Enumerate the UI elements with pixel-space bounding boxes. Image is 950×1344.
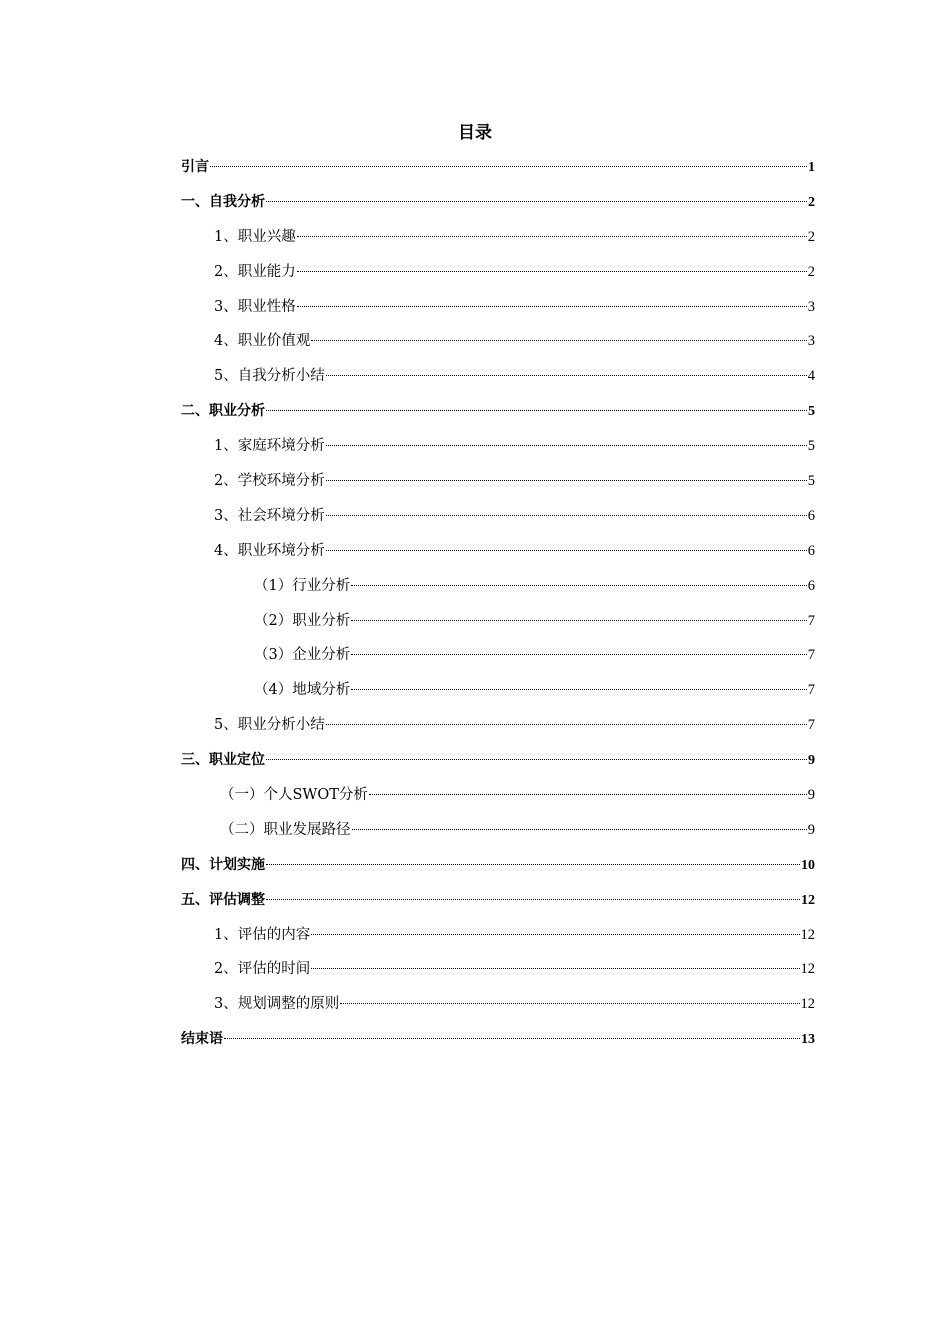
toc-entry-label: （1）行业分析 [254, 577, 351, 594]
toc-entry-page-number: 1 [808, 160, 815, 175]
toc-entry-page-number: 12 [800, 996, 815, 1013]
toc-title: 目录 [458, 123, 492, 143]
toc-dot-leader [210, 166, 807, 167]
toc-entry-page-number: 5 [807, 438, 815, 455]
toc-entry[interactable] [181, 255, 815, 290]
toc-entry-label: 三、职业定位 [181, 752, 265, 769]
toc-entry-label: 2、职业能力 [214, 263, 296, 280]
toc-dot-leader [266, 759, 807, 760]
toc-dot-leader [311, 968, 799, 969]
toc-entry-label: 5、职业分析小结 [214, 717, 325, 734]
toc-list [181, 150, 815, 1057]
toc-entry-label: 五、评估调整 [181, 891, 265, 908]
toc-dot-leader [311, 340, 807, 341]
toc-entry-label: 结束语 [181, 1031, 223, 1048]
toc-dot-leader [326, 480, 807, 481]
toc-dot-leader [326, 515, 807, 516]
toc-dot-leader [352, 829, 807, 830]
toc-dot-leader [297, 271, 807, 272]
toc-entry-page-number: 2 [808, 194, 815, 210]
toc-entry[interactable] [181, 429, 815, 464]
toc-entry[interactable] [181, 220, 815, 255]
toc-dot-leader [266, 201, 807, 202]
toc-entry-label: 5、自我分析小结 [214, 368, 325, 385]
toc-entry[interactable] [181, 1022, 815, 1057]
toc-entry-page-number: 3 [807, 298, 815, 315]
toc-entry-label: 二、职业分析 [181, 403, 265, 420]
toc-entry-page-number: 10 [801, 857, 815, 873]
toc-entry-label: 引言 [181, 159, 209, 175]
toc-dot-leader [224, 1038, 800, 1039]
toc-entry-label: 2、学校环境分析 [214, 473, 325, 490]
toc-dot-leader [266, 410, 807, 411]
toc-entry[interactable] [181, 778, 815, 813]
toc-entry-label: （2）职业分析 [254, 612, 351, 629]
toc-entry-label: 一、自我分析 [181, 193, 265, 210]
toc-entry[interactable] [181, 464, 815, 499]
toc-dot-leader [326, 550, 807, 551]
toc-entry-page-number: 3 [807, 333, 815, 350]
toc-entry[interactable] [181, 813, 815, 848]
toc-dot-leader [326, 375, 807, 376]
toc-dot-leader [351, 654, 807, 655]
toc-entry-page-number: 2 [807, 228, 815, 245]
toc-entry[interactable] [181, 918, 815, 953]
toc-entry[interactable] [181, 290, 815, 325]
toc-entry[interactable] [181, 638, 815, 673]
toc-entry-page-number: 7 [807, 612, 815, 629]
toc-entry[interactable] [181, 743, 815, 778]
toc-entry-page-number: 13 [801, 1032, 815, 1048]
toc-entry-page-number: 6 [807, 577, 815, 594]
toc-entry-page-number: 12 [800, 961, 815, 978]
toc-entry-page-number: 9 [808, 753, 815, 769]
toc-dot-leader [266, 899, 800, 900]
toc-entry-label: 3、社会环境分析 [214, 507, 325, 524]
toc-dot-leader [266, 864, 800, 865]
toc-entry-label: （4）地域分析 [254, 682, 351, 699]
toc-entry-label: 3、职业性格 [214, 298, 296, 315]
toc-entry[interactable] [181, 394, 815, 429]
toc-entry-page-number: 9 [807, 821, 815, 838]
toc-entry-page-number: 7 [807, 682, 815, 699]
toc-entry-page-number: 7 [807, 647, 815, 664]
toc-entry[interactable] [181, 150, 815, 185]
toc-dot-leader [351, 689, 807, 690]
toc-entry-label: （二）职业发展路径 [220, 821, 351, 838]
toc-dot-leader [311, 934, 799, 935]
toc-entry[interactable] [181, 883, 815, 918]
toc-entry[interactable] [181, 324, 815, 359]
toc-entry-label: 四、计划实施 [181, 856, 265, 873]
toc-entry-label: 1、职业兴趣 [214, 228, 296, 245]
toc-entry-label: 4、职业价值观 [214, 333, 311, 350]
toc-entry-label: 1、家庭环境分析 [214, 438, 325, 455]
toc-dot-leader [326, 445, 807, 446]
toc-dot-leader [297, 306, 807, 307]
toc-entry-label: 3、规划调整的原则 [214, 996, 340, 1013]
toc-entry[interactable] [181, 987, 815, 1022]
toc-entry[interactable] [181, 848, 815, 883]
toc-entry-label: 1、评估的内容 [214, 926, 311, 943]
toc-entry-page-number: 2 [807, 263, 815, 280]
toc-entry-page-number: 9 [807, 787, 815, 804]
toc-entry-page-number: 7 [807, 717, 815, 734]
toc-entry[interactable] [181, 359, 815, 394]
toc-entry[interactable] [181, 534, 815, 569]
toc-entry-page-number: 6 [807, 542, 815, 559]
toc-entry-label: （一）个人SWOT分析 [220, 787, 368, 804]
toc-entry[interactable] [181, 499, 815, 534]
toc-entry-label: 2、评估的时间 [214, 961, 311, 978]
toc-entry[interactable] [181, 673, 815, 708]
toc-entry[interactable] [181, 569, 815, 604]
toc-dot-leader [297, 236, 807, 237]
toc-entry-page-number: 5 [808, 404, 815, 420]
toc-dot-leader [351, 585, 807, 586]
toc-entry-label: 4、职业环境分析 [214, 542, 325, 559]
toc-dot-leader [340, 1003, 799, 1004]
toc-entry-page-number: 12 [801, 892, 815, 908]
toc-entry-page-number: 4 [807, 368, 815, 385]
toc-entry-page-number: 12 [800, 926, 815, 943]
toc-entry[interactable] [181, 708, 815, 743]
toc-dot-leader [369, 794, 807, 795]
toc-entry-page-number: 5 [807, 473, 815, 490]
toc-dot-leader [326, 724, 807, 725]
toc-entry[interactable] [181, 952, 815, 987]
toc-entry[interactable] [181, 604, 815, 639]
toc-entry[interactable] [181, 185, 815, 220]
toc-entry-page-number: 6 [807, 507, 815, 524]
toc-dot-leader [351, 620, 807, 621]
toc-entry-label: （3）企业分析 [254, 647, 351, 664]
